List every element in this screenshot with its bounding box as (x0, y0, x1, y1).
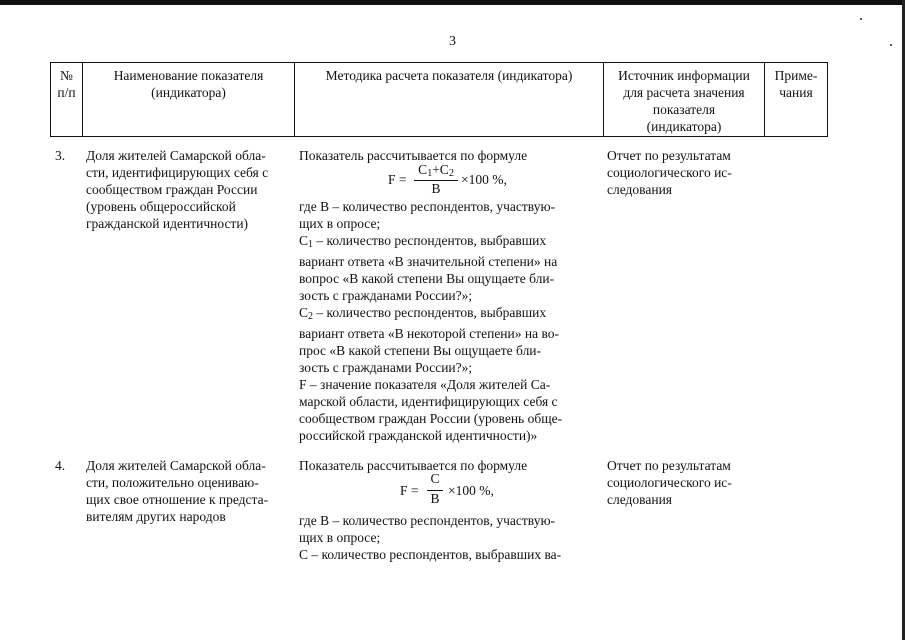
indicator-name-line: сообществом граждан России (86, 182, 258, 197)
header-source-line: показателя (652, 102, 716, 117)
formula-numerator: C (430, 471, 440, 486)
indicator-name-line: Доля жителей Самарской обла- (86, 148, 266, 163)
header-notes (765, 67, 827, 101)
row-number: 4. (55, 458, 66, 473)
method-line: щих в опросе; (299, 530, 381, 545)
method-line: F – значение показателя «Доля жителей Са- (299, 377, 551, 392)
method-description (299, 512, 601, 563)
indicator-name-line: гражданской идентичности) (86, 216, 249, 231)
formula-rhs: ×100 %, (448, 483, 494, 498)
formula-lhs: F = (388, 172, 407, 187)
header-name (83, 67, 294, 101)
method-line: вариант ответа «В некоторой степени» на во- (299, 326, 560, 341)
header-number-line: п/п (57, 85, 76, 100)
method-line: марской области, идентифицирующих себя с (299, 394, 558, 409)
source-line: следования (607, 182, 673, 197)
formula-numerator: $C_1+C_2$ (418, 162, 454, 179)
indicator-name-line: вителям других народов (86, 509, 226, 524)
method-line: где В – количество респондентов, участвую- (299, 513, 556, 528)
source-line: следования (607, 492, 673, 507)
indicator-name-line: (уровень общероссийской (86, 199, 236, 214)
indicator-name (86, 457, 294, 525)
header-number (51, 67, 82, 101)
method-line: зость с гражданами России?»; (299, 288, 473, 303)
source-line: социологического ис- (607, 165, 732, 180)
header-col-border (827, 62, 828, 137)
row-number: 3. (55, 148, 66, 163)
header-bottom-border (50, 136, 828, 137)
source-line: Отчет по результатам (607, 458, 731, 473)
indicator-name (86, 147, 294, 232)
header-source-line: Источник информации (618, 68, 750, 83)
header-notes-line: Приме- (774, 68, 818, 83)
method-intro: Показатель рассчитывается по формуле (299, 148, 528, 163)
indicator-name-line: сти, положительно оцениваю- (86, 475, 259, 490)
indicator-name-line: Доля жителей Самарской обла- (86, 458, 266, 473)
header-name-line: Наименование показателя (113, 68, 264, 83)
page-number: 3 (449, 34, 456, 49)
method-line: сообществом граждан России (уровень обще- (299, 411, 563, 426)
scan-top-edge (0, 0, 905, 5)
method-line: прос «В какой степени Вы ощущаете бли- (299, 343, 542, 358)
method-line: щих в опросе; (299, 216, 381, 231)
method-line: С – количество респондентов, выбравших ва- (299, 547, 562, 562)
header-source-line: (индикатора) (646, 119, 722, 134)
header-number-line: № (60, 68, 73, 83)
formula-lhs: F = (400, 483, 419, 498)
method-line: вариант ответа «В значительной степени» на (299, 254, 558, 269)
header-source (604, 67, 764, 135)
header-method (295, 67, 603, 84)
method-intro: Показатель рассчитывается по формуле (299, 458, 528, 473)
source-line: социологического ис- (607, 475, 732, 490)
method-line: где В – количество респондентов, участвую- (299, 199, 556, 214)
source-line: Отчет по результатам (607, 148, 731, 163)
header-top-border (50, 62, 828, 63)
formula-denominator: B (430, 491, 440, 506)
method-line: вопрос «В какой степени Вы ощущаете бли- (299, 271, 555, 286)
information-source (607, 147, 763, 198)
method-line: зость с гражданами России?»; (299, 360, 473, 375)
header-source-line: для расчета значения (623, 85, 745, 100)
method-line: $С_1$ – количество респондентов, выбравших (299, 233, 547, 250)
indicator-name-line: сти, идентифицирующих себя с (86, 165, 269, 180)
scan-speck (860, 18, 862, 20)
header-notes-line: чания (779, 85, 813, 100)
method-line: российской гражданской идентичности)» (299, 428, 538, 443)
header-method-line: Методика расчета показателя (индикатора) (325, 68, 573, 83)
method-line: $С_2$ – количество респондентов, выбравших (299, 305, 547, 322)
indicator-name-line: щих свое отношение к предста- (86, 492, 269, 507)
formula-rhs: ×100 %, (461, 172, 507, 187)
information-source (607, 457, 763, 508)
formula-denominator: B (431, 181, 441, 196)
header-name-line: (индикатора) (151, 85, 226, 100)
method-description (299, 198, 601, 444)
